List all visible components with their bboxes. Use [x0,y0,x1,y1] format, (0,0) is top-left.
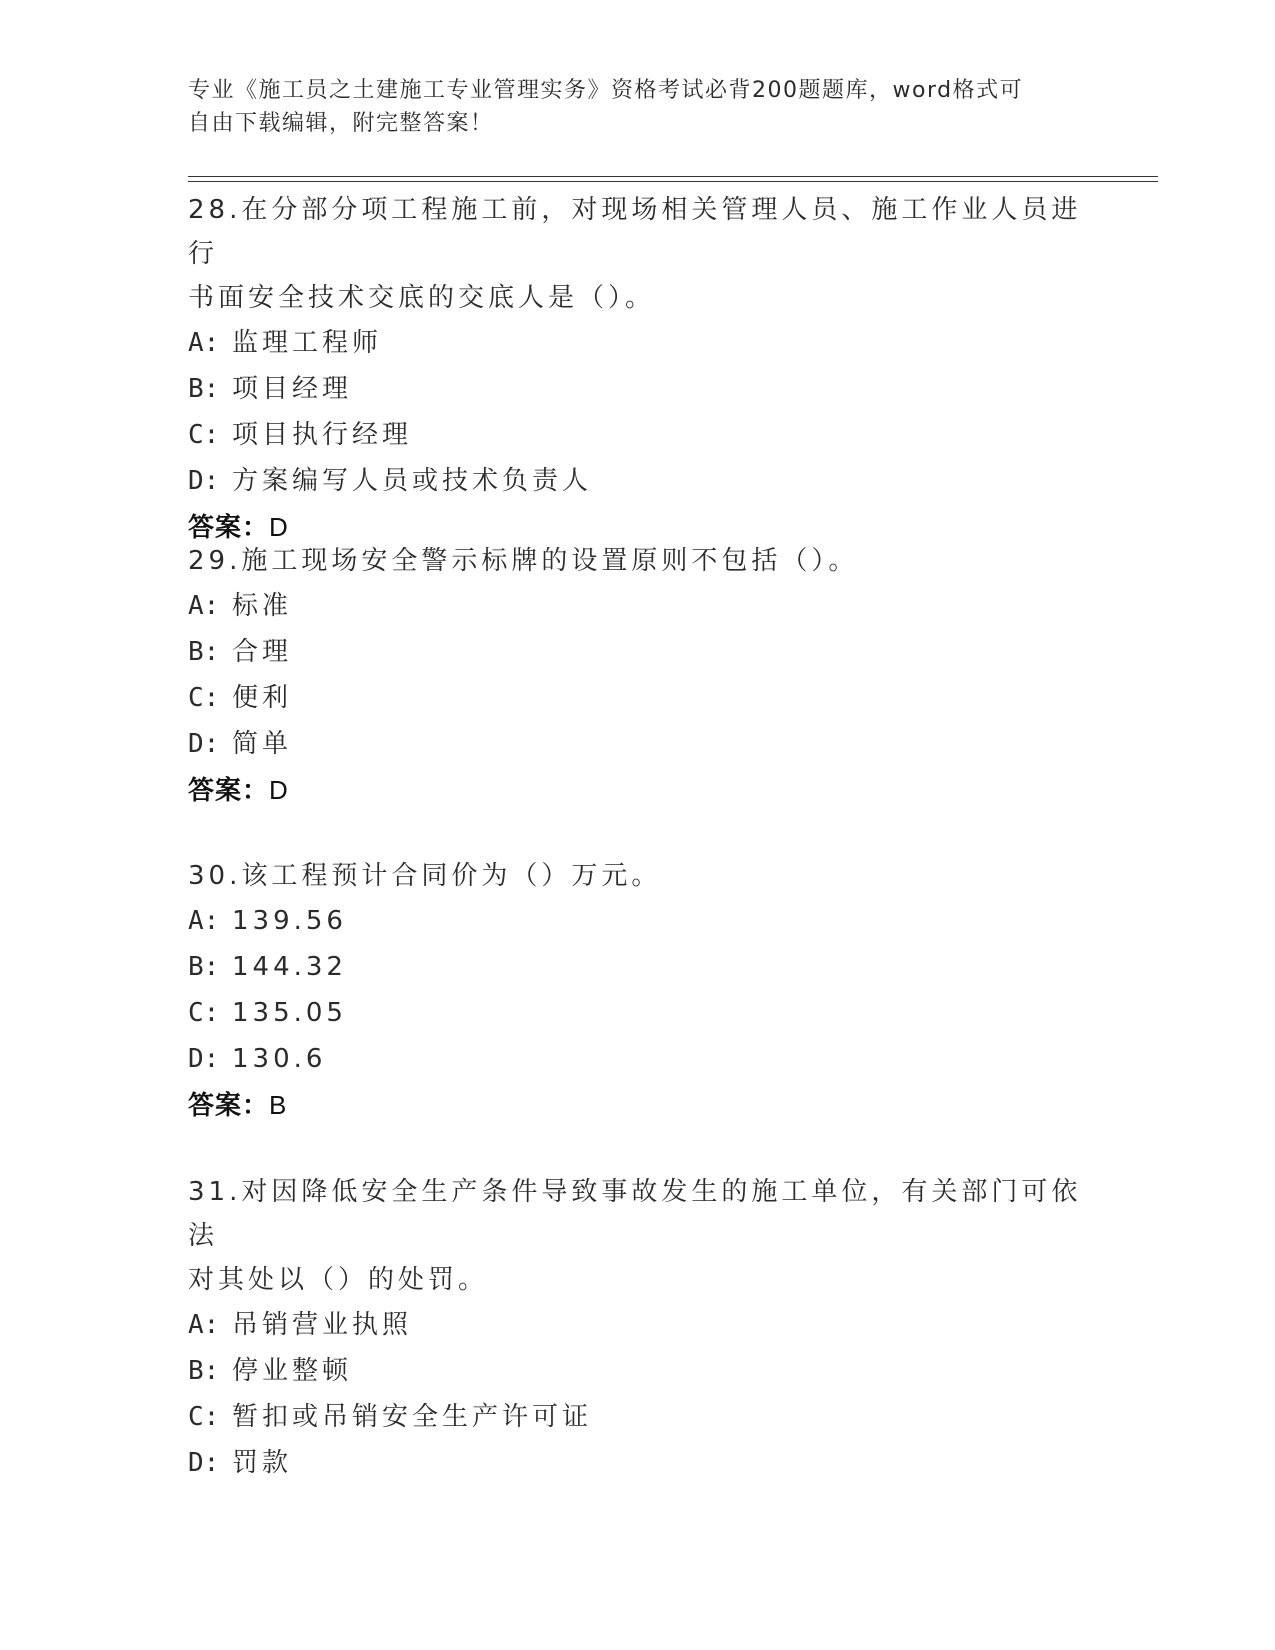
document-header [188,74,1088,140]
option-b [188,629,1088,675]
question-31 [188,1170,1088,1486]
option-a [188,898,1088,944]
option-text: 135.05 [232,998,347,1028]
answer-value: B [269,1090,288,1120]
header-line-1: 专业《施工员之土建施工专业管理实务》资格考试必背200题题库，word格式可 [188,78,1024,103]
answer-value: D [269,775,289,805]
option-label: D: [188,1044,220,1074]
option-c [188,412,1088,458]
answer [188,1082,1088,1129]
option-label: D: [188,729,220,759]
option-label: A: [188,906,220,936]
option-label: C: [188,998,220,1028]
option-label: B: [188,637,220,667]
option-c [188,1394,1088,1440]
option-label: C: [188,683,220,713]
question-text-line-1: 31.对因降低安全生产条件导致事故发生的施工单位，有关部门可依法 [188,1177,1082,1251]
option-b [188,1348,1088,1394]
option-label: B: [188,374,220,404]
option-c [188,990,1088,1036]
header-line-2: 自由下载编辑，附完整答案！ [188,111,494,136]
answer [188,767,1088,814]
option-d [188,1440,1088,1486]
option-text: 停业整顿 [232,1356,353,1386]
question-text-line-2: 书面安全技术交底的交底人是（）。 [188,283,656,313]
answer-value: D [269,512,289,542]
option-a [188,583,1088,629]
option-text: 项目经理 [232,374,353,404]
option-b [188,366,1088,412]
option-label: B: [188,952,220,982]
option-c [188,675,1088,721]
option-label: C: [188,1402,220,1432]
option-text: 罚款 [232,1448,293,1478]
option-d [188,1036,1088,1082]
option-b [188,944,1088,990]
option-text: 吊销营业执照 [232,1310,413,1340]
option-label: A: [188,328,220,358]
option-label: D: [188,1448,220,1478]
question-text-line-1: 29.施工现场安全警示标牌的设置原则不包括（）。 [188,546,859,576]
question-28 [188,188,1088,551]
header-divider-top [188,176,1158,177]
question-text-line-1: 30.该工程预计合同价为（）万元。 [188,861,662,891]
option-label: C: [188,420,220,450]
question-text-line-1: 28.在分部分项工程施工前，对现场相关管理人员、施工作业人员进行 [188,195,1082,269]
question-29 [188,539,1088,814]
option-d [188,458,1088,504]
answer-label: 答案： [188,776,270,806]
option-text: 139.56 [232,906,347,936]
question-30 [188,854,1088,1129]
option-text: 暂扣或吊销安全生产许可证 [232,1402,593,1432]
option-text: 简单 [232,729,293,759]
header-divider-bottom [188,181,1158,182]
option-text: 监理工程师 [232,328,383,358]
question-text-line-2: 对其处以（）的处罚。 [188,1265,489,1295]
option-text: 合理 [232,637,293,667]
option-text: 144.32 [232,952,347,982]
option-a [188,1302,1088,1348]
option-text: 便利 [232,683,293,713]
option-label: D: [188,466,220,496]
option-text: 130.6 [232,1044,327,1074]
option-text: 方案编写人员或技术负责人 [232,466,593,496]
option-text: 标准 [232,591,293,621]
answer-label: 答案： [188,1091,270,1121]
option-label: A: [188,1310,220,1340]
option-d [188,721,1088,767]
option-label: A: [188,591,220,621]
option-a [188,320,1088,366]
answer-label: 答案： [188,513,270,543]
option-text: 项目执行经理 [232,420,413,450]
option-label: B: [188,1356,220,1386]
